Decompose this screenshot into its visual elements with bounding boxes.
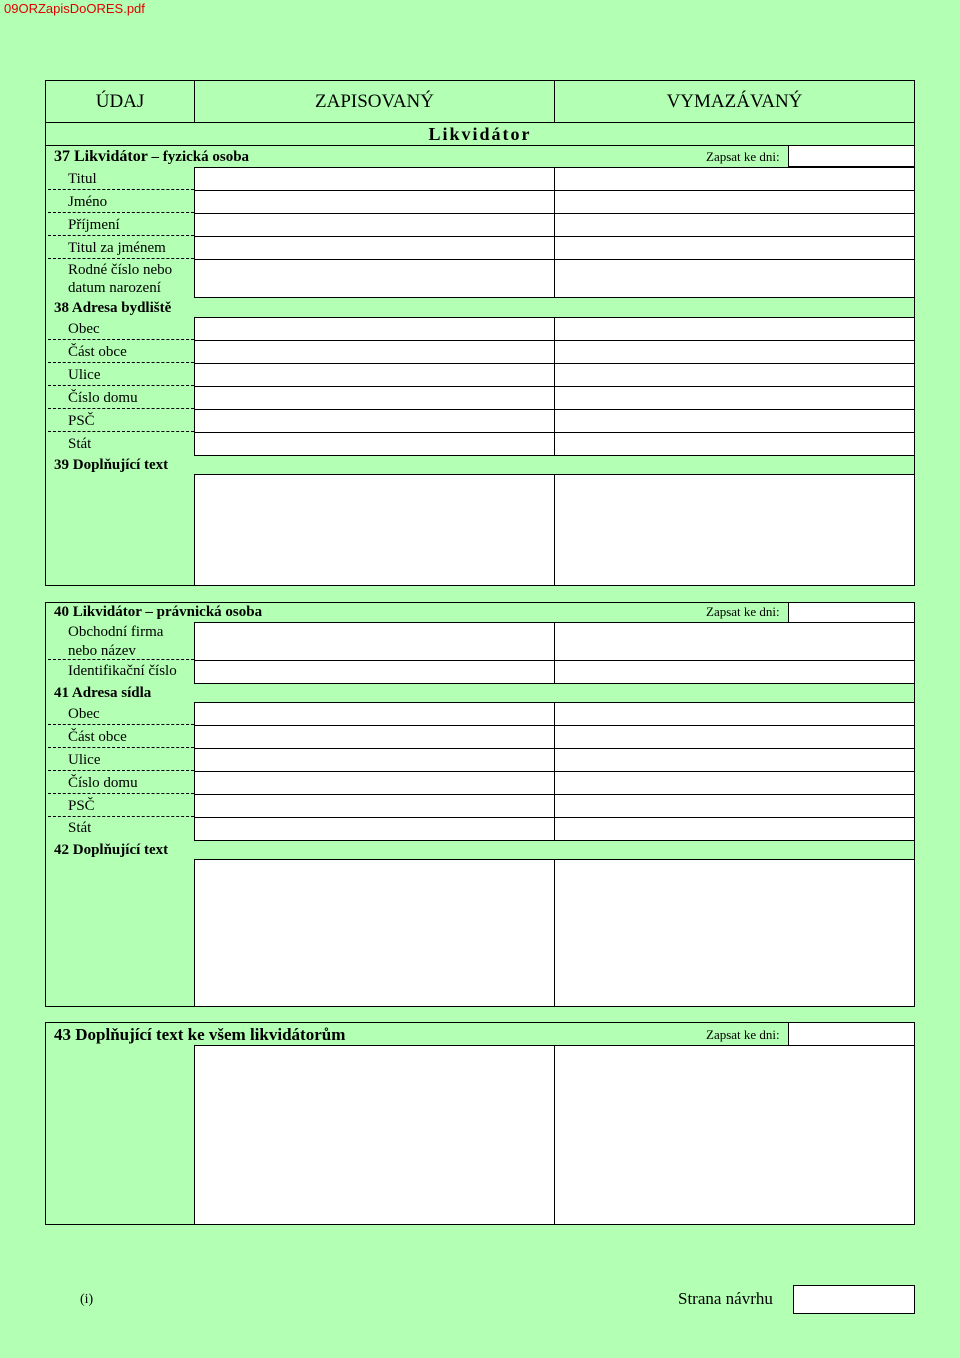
vymaz-titul-za[interactable] (554, 236, 915, 260)
zapsat-label-43: Zapsat ke dni: (706, 1027, 780, 1042)
zapis-ulice[interactable] (194, 363, 555, 387)
zapsat-label-37: Zapsat ke dni: (706, 149, 780, 164)
vymaz-sidlo-stat[interactable] (554, 817, 915, 841)
section-37-dash: – (151, 149, 160, 165)
section-39-title: 39 Doplňující text (54, 457, 169, 473)
field-stat: Stát (68, 436, 92, 452)
vymaz-doplnujici-text-39[interactable] (554, 474, 915, 586)
vymaz-doplnujici-text-42[interactable] (554, 859, 915, 1007)
vymaz-sidlo-psc[interactable] (554, 794, 915, 818)
zapis-titul[interactable] (194, 167, 555, 191)
field-obec: Obec (68, 321, 100, 337)
zapis-cast-obce[interactable] (194, 340, 555, 364)
field-ulice: Ulice (68, 367, 101, 383)
section-42-title: 42 Doplňující text (54, 842, 169, 858)
field-prijmeni: Příjmení (68, 217, 120, 233)
vymaz-ico[interactable] (554, 660, 915, 684)
field-titul-za-jmenem: Titul za jménem (68, 240, 166, 256)
zapis-titul-za[interactable] (194, 236, 555, 260)
field-psc: PSČ (68, 413, 95, 429)
section-41-title: 41 Adresa sídla (54, 685, 152, 701)
vymaz-sidlo-ulice[interactable] (554, 748, 915, 772)
field-sidlo-cislo-domu: Číslo domu (68, 775, 138, 791)
field-cast-obce: Část obce (68, 344, 127, 360)
field-cislo-domu: Číslo domu (68, 390, 138, 406)
footer-note: (i) (80, 1292, 94, 1307)
zapsat-date-37[interactable] (788, 145, 915, 167)
zapis-sidlo-psc[interactable] (194, 794, 555, 818)
zapis-cislo-domu[interactable] (194, 386, 555, 410)
section-38-title: 38 Adresa bydliště (54, 300, 172, 316)
zapis-sidlo-ulice[interactable] (194, 748, 555, 772)
field-obchodni-firma-2: nebo název (68, 643, 136, 659)
zapsat-date-43[interactable] (788, 1022, 915, 1046)
zapis-obec[interactable] (194, 317, 555, 341)
vymaz-sidlo-obec[interactable] (554, 702, 915, 726)
vymaz-obchodni-firma[interactable] (554, 622, 915, 661)
zapsat-label-40: Zapsat ke dni: (706, 604, 780, 619)
file-name: 09ORZapisDoORES.pdf (4, 1, 145, 16)
field-rodne-cislo-1: Rodné číslo nebo (68, 262, 173, 278)
section-37-subtitle: fyzická osoba (162, 149, 250, 165)
zapis-ico[interactable] (194, 660, 555, 684)
field-ico: Identifikační číslo (68, 663, 177, 679)
field-sidlo-stat: Stát (68, 820, 92, 836)
zapis-doplnujici-text-43[interactable] (194, 1045, 555, 1225)
zapis-jmeno[interactable] (194, 190, 555, 214)
field-sidlo-ulice: Ulice (68, 752, 101, 768)
vymaz-psc[interactable] (554, 409, 915, 433)
zapis-obchodni-firma[interactable] (194, 622, 555, 661)
zapis-stat[interactable] (194, 432, 555, 456)
page-label: Strana návrhu (678, 1289, 773, 1308)
vymaz-titul[interactable] (554, 167, 915, 191)
field-sidlo-psc: PSČ (68, 798, 95, 814)
vymaz-cast-obce[interactable] (554, 340, 915, 364)
zapis-sidlo-cislo-domu[interactable] (194, 771, 555, 795)
zapis-sidlo-stat[interactable] (194, 817, 555, 841)
group-title: Likvidátor (428, 124, 532, 144)
zapis-doplnujici-text-39[interactable] (194, 474, 555, 586)
vymaz-cislo-domu[interactable] (554, 386, 915, 410)
header-zapisovany: ZAPISOVANÝ (315, 91, 434, 112)
field-obchodni-firma-1: Obchodní firma (68, 624, 164, 640)
vymaz-obec[interactable] (554, 317, 915, 341)
section-40-title (54, 604, 262, 621)
zapis-doplnujici-text-42[interactable] (194, 859, 555, 1007)
zapsat-date-40[interactable] (788, 602, 915, 623)
section-37-title (54, 148, 249, 166)
zapis-sidlo-obec[interactable] (194, 702, 555, 726)
header-vymazavany: VYMAZÁVANÝ (666, 91, 803, 112)
vymaz-jmeno[interactable] (554, 190, 915, 214)
header-udaj: ÚDAJ (95, 91, 145, 112)
vymaz-rodne-cislo[interactable] (554, 259, 915, 298)
vymaz-doplnujici-text-43[interactable] (554, 1045, 915, 1225)
zapis-rodne-cislo[interactable] (194, 259, 555, 298)
zapis-psc[interactable] (194, 409, 555, 433)
section-40-subtitle: právnická osoba (156, 604, 263, 620)
section-40-label: 40 Likvidátor (54, 604, 142, 620)
section-43-title: 43 Doplňující text ke všem likvidátorům (54, 1025, 346, 1044)
vymaz-ulice[interactable] (554, 363, 915, 387)
section-40-dash: – (145, 604, 153, 620)
field-rodne-cislo-2: datum narození (68, 280, 161, 296)
zapis-prijmeni[interactable] (194, 213, 555, 237)
vymaz-sidlo-cislo-domu[interactable] (554, 771, 915, 795)
field-titul: Titul (68, 171, 97, 187)
field-jmeno: Jméno (68, 194, 108, 210)
field-sidlo-obec: Obec (68, 706, 100, 722)
field-sidlo-cast-obce: Část obce (68, 729, 127, 745)
vymaz-sidlo-cast-obce[interactable] (554, 725, 915, 749)
vymaz-stat[interactable] (554, 432, 915, 456)
page-number-field[interactable] (793, 1285, 915, 1314)
zapis-sidlo-cast-obce[interactable] (194, 725, 555, 749)
section-37-label: 37 Likvidátor (54, 148, 148, 165)
vymaz-prijmeni[interactable] (554, 213, 915, 237)
